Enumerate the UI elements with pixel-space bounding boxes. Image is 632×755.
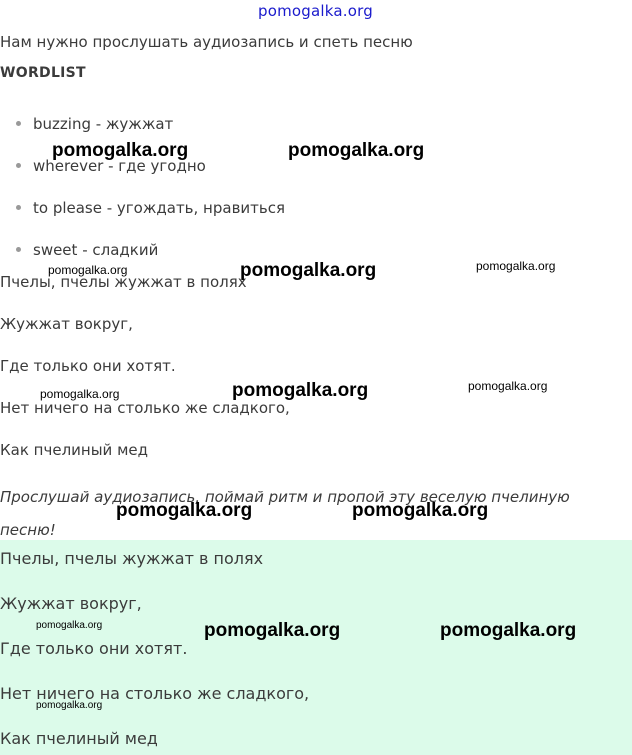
watermark: pomogalka.org <box>352 500 489 521</box>
instruction-text: Прослушай аудиозапись, поймай ритм и пропой эту веселую пчелиную песню! <box>0 488 570 539</box>
watermark: pomogalka.org <box>476 259 556 273</box>
wordlist-title: WORDLIST <box>0 65 86 81</box>
watermark: pomogalka.org <box>40 387 120 401</box>
answer-line: Нет ничего на столько же сладкого, <box>0 684 310 703</box>
watermark: pomogalka.org <box>36 700 103 711</box>
bullet-icon <box>16 205 21 210</box>
watermark: pomogalka.org <box>48 263 128 277</box>
watermark: pomogalka.org <box>232 380 369 401</box>
bullet-icon <box>16 247 21 252</box>
wordlist-item-text: wherever - где угодно <box>33 157 206 175</box>
wordlist-item <box>16 115 173 133</box>
watermark: pomogalka.org <box>440 620 577 641</box>
wordlist-item-text: to please - угождать, нравиться <box>33 199 286 217</box>
wordlist-item <box>16 241 158 259</box>
watermark: pomogalka.org <box>52 140 189 161</box>
poem-line: Где только они хотят. <box>0 357 176 375</box>
poem-line: Как пчелиный мед <box>0 441 148 459</box>
wordlist-item-text: buzzing - жужжат <box>33 115 174 133</box>
intro-text: Нам нужно прослушать аудиозапись и спеть песню <box>0 33 413 51</box>
answer-line: Жужжат вокруг, <box>0 594 142 613</box>
watermark: pomogalka.org <box>240 260 377 281</box>
wordlist-item <box>16 199 285 217</box>
bullet-icon <box>16 121 21 126</box>
answer-line: Пчелы, пчелы жужжат в полях <box>0 549 264 568</box>
watermark: pomogalka.org <box>288 140 425 161</box>
watermark: pomogalka.org <box>468 379 548 393</box>
watermark: pomogalka.org <box>204 620 341 641</box>
header-watermark: pomogalka.org <box>258 2 373 20</box>
wordlist-item-text: sweet - сладкий <box>33 241 159 259</box>
poem-line: Жужжат вокруг, <box>0 315 133 333</box>
watermark: pomogalka.org <box>116 500 253 521</box>
poem-line: Нет ничего на столько же сладкого, <box>0 399 290 417</box>
poem-line: Пчелы, пчелы жужжат в полях <box>0 273 247 291</box>
answer-line: Как пчелиный мед <box>0 729 158 748</box>
bullet-icon <box>16 163 21 168</box>
answer-line: Где только они хотят. <box>0 639 188 658</box>
watermark: pomogalka.org <box>36 620 103 631</box>
